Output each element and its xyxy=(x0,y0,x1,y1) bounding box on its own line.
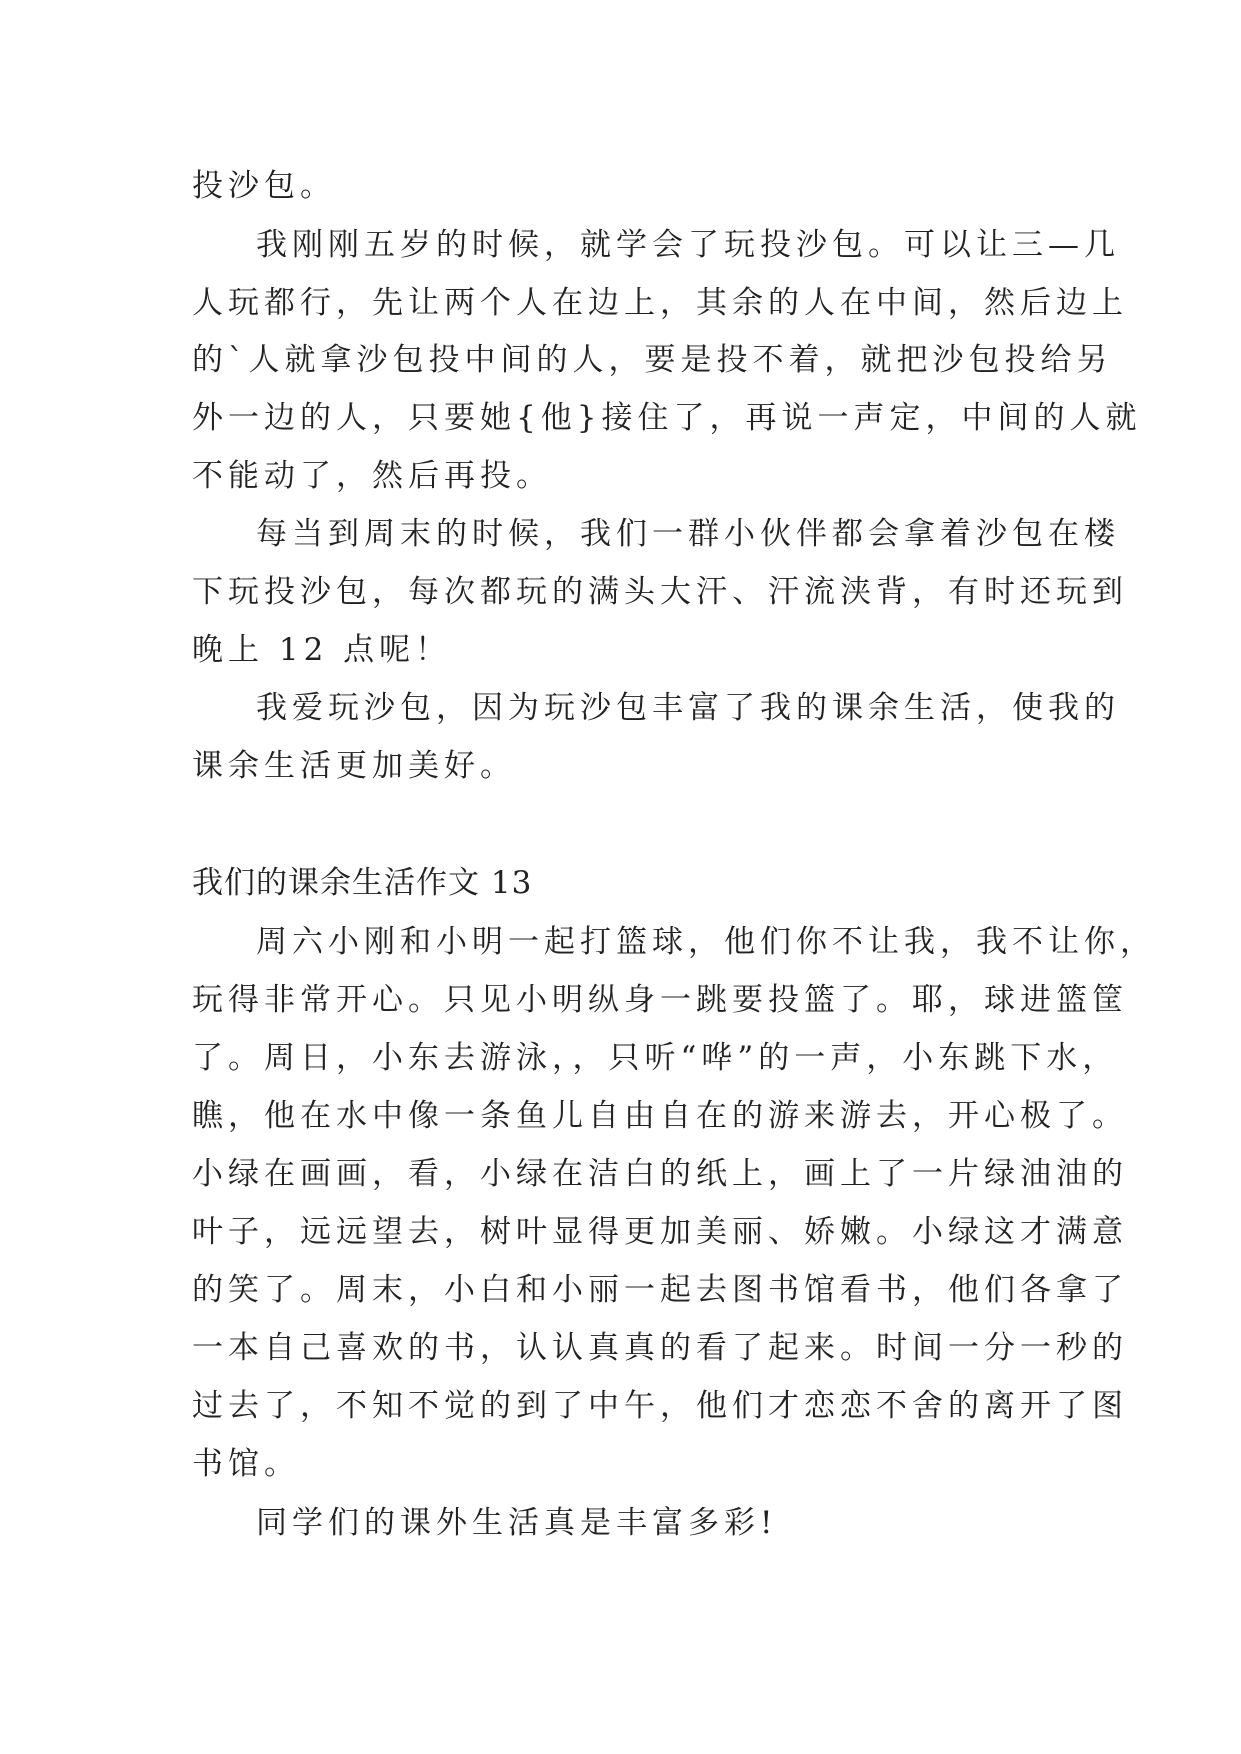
text-line: 小绿在画画，看，小绿在洁白的纸上，画上了一片绿油油的 xyxy=(192,1156,1128,1192)
paragraph-first-line: 同学们的课外生活真是丰富多彩! xyxy=(256,1505,778,1541)
paragraph-first-line: 我爱玩沙包，因为玩沙包丰富了我的课余生活，使我的 xyxy=(256,690,1120,726)
paragraph-first-line: 周六小刚和小明一起打篮球，他们你不让我，我不让你， xyxy=(256,924,1156,960)
text-line: 投沙包。 xyxy=(192,168,336,204)
text-line: 的`人就拿沙包投中间的人，要是投不着，就把沙包投给另 xyxy=(192,342,1113,378)
text-line: 晚上 12 点呢！ xyxy=(192,632,452,668)
text-line: 的笑了。周末，小白和小丽一起去图书馆看书，他们各拿了 xyxy=(192,1272,1128,1308)
text-line: 瞧，他在水中像一条鱼儿自由自在的游来游去，开心极了。 xyxy=(192,1098,1128,1134)
text-line: 一本自己喜欢的书，认认真真的看了起来。时间一分一秒的 xyxy=(192,1330,1128,1366)
text-line: 叶子，远远望去，树叶显得更加美丽、娇嫩。小绿这才满意 xyxy=(192,1214,1128,1250)
text-line: 下玩投沙包，每次都玩的满头大汗、汗流浃背，有时还玩到 xyxy=(192,574,1128,610)
text-line: 书馆。 xyxy=(192,1446,300,1482)
paragraph-first-line: 每当到周末的时候，我们一群小伙伴都会拿着沙包在楼 xyxy=(256,516,1120,552)
text-line: 课余生活更加美好。 xyxy=(192,748,516,784)
paragraph-first-line: 我刚刚五岁的时候，就学会了玩投沙包。可以让三—几 xyxy=(256,227,1120,263)
text-line: 人玩都行，先让两个人在边上，其余的人在中间，然后边上 xyxy=(192,285,1128,321)
section-heading: 我们的课余生活作文 13 xyxy=(192,865,533,901)
text-line: 过去了，不知不觉的到了中午，他们才恋恋不舍的离开了图 xyxy=(192,1388,1128,1424)
text-line: 外一边的人，只要她{他}接住了，再说一声定，中间的人就 xyxy=(192,400,1142,436)
text-line: 了。周日，小东去游泳，，只听“哗”的一声，小东跳下水， xyxy=(192,1040,1119,1076)
text-line: 不能动了，然后再投。 xyxy=(192,458,552,494)
text-line: 玩得非常开心。只见小明纵身一跳要投篮了。耶，球进篮筐 xyxy=(192,982,1128,1018)
